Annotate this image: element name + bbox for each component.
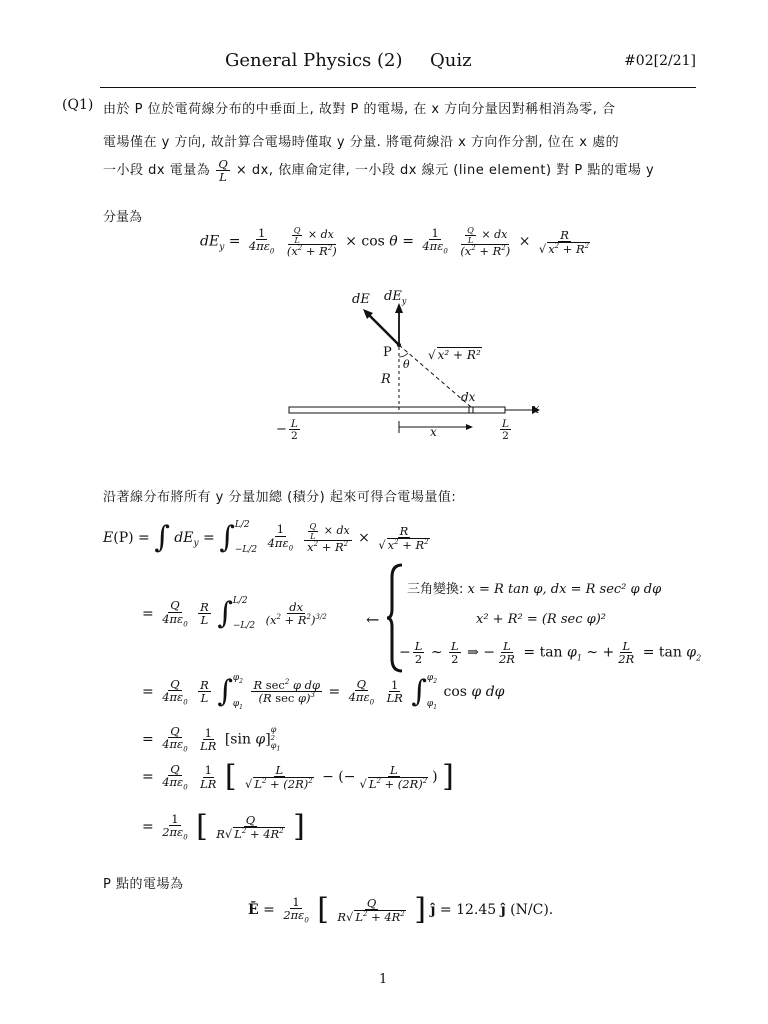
equation-E-line1: E(P) = ∫ $dE_y$ = ∫ L/2 −L/2 $\frac{1}{4\pi\varepsilon_0}$ $\frac{Q}{L}$ × dx $x^2 + R^2$ × R √ $x^2 + R^2$ (103, 520, 434, 556)
equation-E-line6: = $\frac{1}{2\pi\varepsilon_0}$ [ $\frac{Q}{R√ L^2 + 4R^2}$ ] (142, 812, 305, 842)
relation-line: x² + R² = (R sec φ)² (476, 612, 607, 627)
label-dEy: $dE_y$ (384, 289, 407, 306)
substitution-line: 三角變換: x = R tan φ, dx = R sec² φ dφ (407, 582, 662, 597)
page-number: 1 (379, 972, 388, 987)
label-x-axis: x (532, 402, 540, 417)
label-dE: dE (352, 292, 370, 307)
course-title: General Physics (2) (225, 50, 403, 71)
equation-E-line3: = $\frac{Q}{4\pi\varepsilon_0}$ $\frac{R}{L}$ ∫ $\varphi_2$ $\varphi_1$ $\frac{R \sec^2 \varphi d\varphi}{(R \sec \varphi)^3}$ = $\frac{Q}{4\pi\varepsilon_0}$ $\frac{1}{LR}$ ∫ $\varphi_2$ $\varphi_1$ cos φ dφ (142, 673, 505, 711)
question-para1-line1: 由於 P 位於電荷線分布的中垂面上, 故對 P 的電場, 在 x 方向分量因對稱相消為零, 合 (103, 102, 616, 117)
label-theta: θ (403, 358, 410, 371)
label-x-distance: x (430, 425, 437, 439)
result-value: = 12.45 (439, 902, 497, 918)
point-P (397, 343, 401, 347)
result-unit: (N/C). (510, 902, 554, 918)
quiz-code: #02[2/21] (624, 53, 696, 69)
side-arrow: ← (366, 610, 380, 629)
question-label: (Q1) (62, 97, 94, 113)
dx-element (469, 407, 473, 413)
question-para3: P 點的電場為 (103, 877, 184, 892)
label-P: P (383, 345, 392, 360)
page-header (100, 48, 696, 82)
limits-line: − $\frac{L}{2}$ ∼ $\frac{L}{2}$ ⇒ − $\frac{L}{2R}$ = $\tan \varphi_1$ ∼ + $\frac{L}{2R}$ = $\tan \varphi_2$ (399, 639, 702, 667)
label-minus-L-half: − $\frac{L}{2}$ (276, 417, 298, 443)
equation-final: Ē = $\frac{1}{2\pi\varepsilon_0}$ [ $\frac{Q}{R√ L^2 + 4R^2}$ ] ĵ = 12.45 ĵ (N/C). (248, 895, 553, 925)
question-para2: 沿著線分布將所有 y 分量加總 (積分) 起來可得合電場量值: (103, 490, 457, 505)
question-para1-line2: 電場僅在 y 方向, 故計算合電場時僅取 y 分量. 將電荷線沿 x 方向作分割, 位在 x 處的 (103, 135, 620, 150)
x-measure-arrow (466, 424, 473, 430)
header-rule (100, 87, 696, 88)
theta-arc (399, 353, 408, 357)
quiz-label: Quiz (430, 50, 472, 71)
label-dx: dx (461, 390, 476, 404)
question-para1-line3 (103, 158, 654, 183)
line3-part2: × dx, 依庫侖定律, 一小段 dx 線元 (line element) 對 P 點的電場 y (235, 163, 655, 179)
charge-fraction: $\frac{Q}{L}$ (218, 157, 228, 185)
equation-E-line4: = $\frac{Q}{4\pi\varepsilon_0}$ $\frac{1}{LR}$ [sin φ]φ 2 $\varphi_1$ (142, 724, 281, 754)
dE-vector (368, 314, 399, 345)
geometry-diagram (270, 285, 560, 460)
equation-E-line5: = $\frac{Q}{4\pi\varepsilon_0}$ $\frac{1}{LR}$ [ L √ $L^2 + (2R)^2$ − (− L √ $L^2 + (2R)^2$ ) ] (142, 762, 454, 792)
equation-E-line2: = $\frac{Q}{4\pi\varepsilon_0}$ $\frac{R}{L}$ ∫ L/2 −L/2 $\frac{dx}{(x^2 + R^2)^{3/2}}$ (142, 595, 327, 631)
label-hypotenuse: √ x² + R² (428, 347, 482, 362)
line3-part1: 一小段 dx 電量為 (103, 163, 211, 179)
question-para1-line4: 分量為 (103, 210, 143, 225)
label-R: R (381, 372, 391, 387)
label-L-half: $\frac{L}{2}$ (502, 417, 510, 443)
equation-dEy: $dE_y$ = $\frac{1}{4\pi\varepsilon_0}$ $\frac{Q}{L}$ × dx $(x^2 + R^2)$ × cos θ = $\frac{1}{4\pi\varepsilon_0}$ $\frac{Q}{L}$ × dx $(x^2 + R^2)$ × R √ $x^2 + R^2$ (200, 226, 594, 257)
